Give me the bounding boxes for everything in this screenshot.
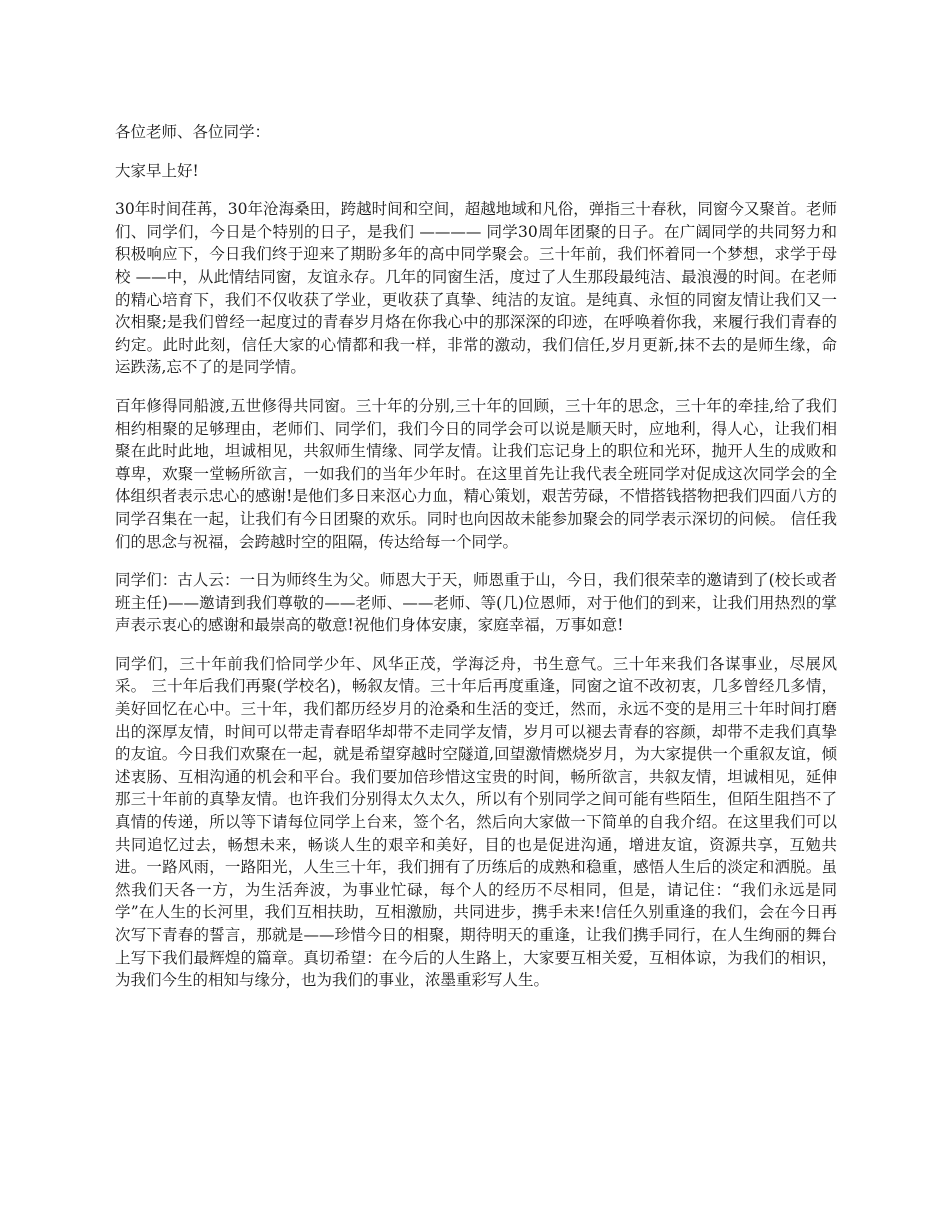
paragraph-gratitude: 百年修得同船渡,五世修得共同窗。三十年的分别,三十年的回顾，三十年的思念，三十年的牵挂,给了我们相约相聚的足够理由，老师们、同学们，我们今日的同学会可以说是顺天时，应地利，得人心，让我们相聚在此时此地，坦诚相见，共叙师生情缘、同学友情。让我们忘记身上的职位和光环，抛开人生的成败和尊卑，欢聚一堂畅所欲言，一如我们的当年少年时。在这里首先让我代表全班同学对促成这次同学会的全体组织者表示忠心的感谢!是他们多日来沤心力血，精心策划，艰苦劳碌，不惜搭钱搭物把我们四面八方的同学召集在一起，让我们有今日团聚的欢乐。同时也向因故未能参加聚会的同学表示深切的问候。 信任我们的思念与祝福，会跨越时空的阻隔，传达给每一个同学。 (115, 396, 837, 551)
paragraph-teachers: 同学们：古人云：一日为师终生为父。师恩大于天，师恩重于山，今日，我们很荣幸的邀请到了(校长或者班主任)——邀请到我们尊敬的——老师、——老师、等(几)位恩师，对于他们的到来，让我们用热烈的掌声表示衷心的感谢和最崇高的敬意!祝他们身体安康，家庭幸福，万事如意! (115, 571, 837, 635)
salutation: 各位老师、各位同学： (115, 123, 271, 141)
greeting: 大家早上好! (115, 161, 199, 180)
document-body (115, 121, 837, 1008)
paragraph-closing: 同学们，三十年前我们恰同学少年、风华正茂，学海泛舟，书生意气。三十年来我们各谋事业，尽展风采。 三十年后我们再聚(学校名)，畅叙友情。三十年后再度重逢，同窗之谊不改初衷，几多曾经几多情，美好回忆在心中。三十年，我们都历经岁月的沧桑和生活的变迁，然而，永远不变的是用三十年时间打磨出的深厚友情，时间可以带走青春昭华却带不走同学友情，岁月可以褪去青春的容颜，却带不走我们真挚的友谊。今日我们欢聚在一起，就是希望穿越时空隧道,回望激情燃烧岁月，为大家提供一个重叙友谊，倾述衷肠、互相沟通的机会和平台。我们要加倍珍惜这宝贵的时间，畅所欲言，共叙友情，坦诚相见，延伸那三十年前的真挚友情。也许我们分别得太久太久，所以有个别同学之间可能有些陌生，但陌生阻挡不了真情的传递，所以等下请每位同学上台来，签个名，然后向大家做一下简单的自我介绍。在这里我们可以共同追忆过去，畅想未来，畅谈人生的艰辛和美好，目的也是促进沟通，增进友谊，资源共享，互勉共进。一路风雨，一路阳光，人生三十年，我们拥有了历练后的成熟和稳重，感悟人生后的淡定和洒脱。虽然我们天各一方，为生活奔波，为事业忙碌，每个人的经历不尽相同，但是，请记住：“我们永远是同学”在人生的长河里，我们互相扶助，互相激励，共同进步，携手未来!信任久别重逢的我们，会在今日再次写下青春的誓言，那就是——珍惜今日的相聚，期待明天的重逢，让我们携手同行，在人生绚丽的舞台上写下我们最辉煌的篇章。真切希望：在今后的人生路上，大家要互相关爱，互相体谅，为我们的相识，为我们今生的相知与缘分，也为我们的事业，浓墨重彩写人生。 (115, 654, 837, 990)
paragraph-opening: 30年时间荏苒，30年沧海桑田，跨越时间和空间，超越地域和凡俗，弹指三十春秋，同窗今又聚首。老师们、同学们，今日是个特别的日子，是我们 ———— 同学30周年团聚的日子。在广阔同学的共同努力和积极响应下，今日我们终于迎来了期盼多年的高中同学聚会。三十年前，我们怀着同一个梦想，求学于母校 ——中，从此情结同窗，友谊永存。几年的同窗生活，度过了人生那段最纯洁、最浪漫的时间。在老师的精心培育下，我们不仅收获了学业，更收获了真挚、纯洁的友谊。是纯真、永恒的同窗友情让我们又一次相聚;是我们曾经一起度过的青春岁月烙在你我心中的那深深的印迹，在呼唤着你我，来履行我们青春的约定。此时此刻，信任大家的心情都和我一样，非常的激动，我们信任,岁月更新,抹不去的是师生缘，命运跌荡,忘不了的是同学情。 (115, 200, 837, 377)
